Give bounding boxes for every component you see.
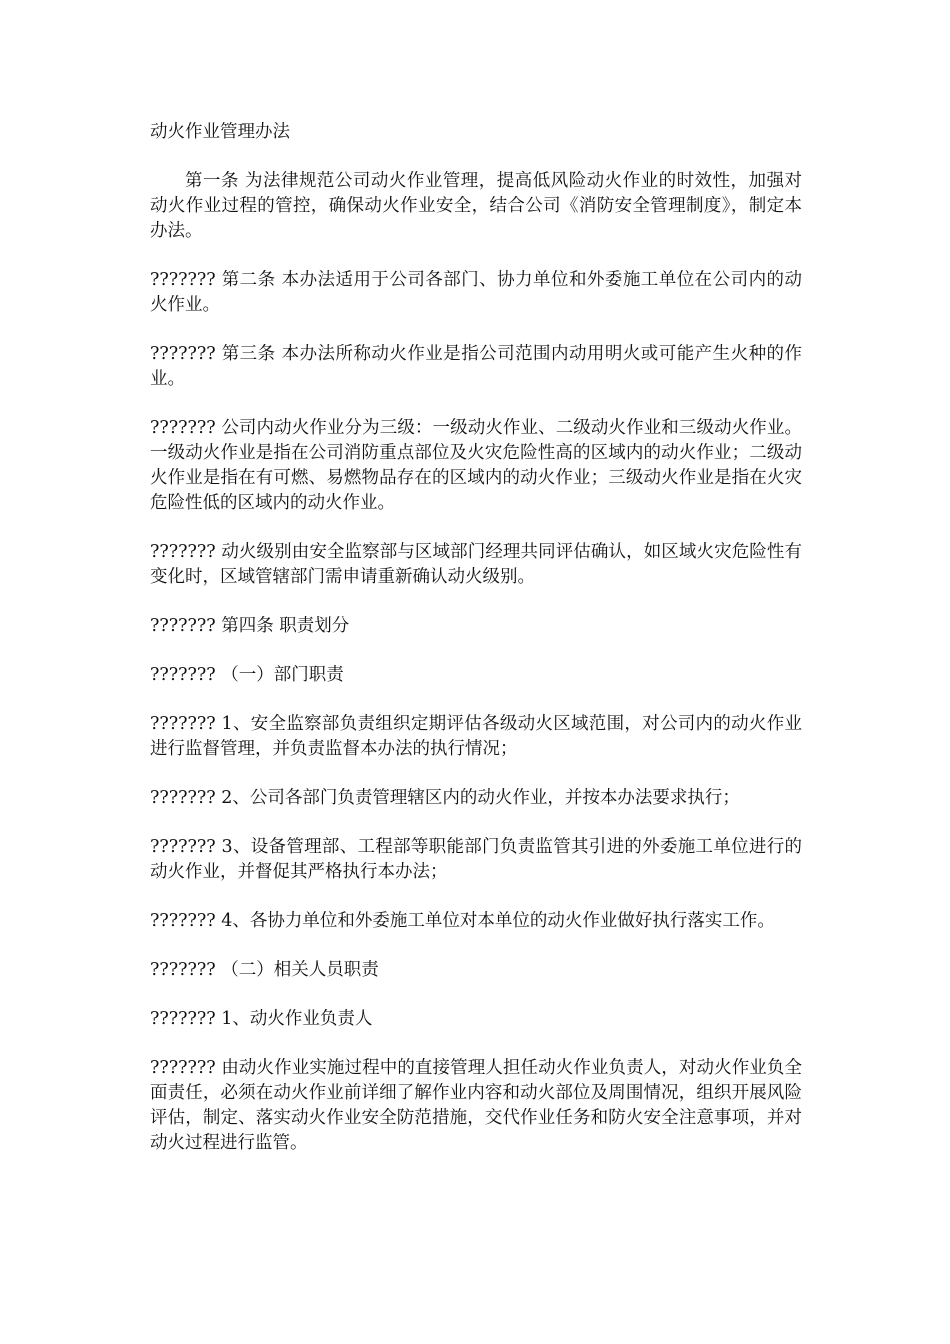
paragraph-article-3: ??????? 第三条 本办法所称动火作业是指公司范围内动用明火或可能产生火种的作业。 bbox=[150, 344, 802, 389]
paragraph-duty-3: ??????? 3、设备管理部、工程部等职能部门负责监管其引进的外委施工单位进行的动火作业，并督促其严格执行本办法； bbox=[150, 837, 802, 882]
document-title: 动火作业管理办法 bbox=[150, 122, 290, 142]
paragraph-article-1: 第一条 为法律规范公司动火作业管理，提高低风险动火作业的时效性，加强对动火作业过程的管控，确保动火作业安全，结合公司《消防安全管理制度》，制定本办法。 bbox=[150, 171, 802, 241]
document-page bbox=[150, 120, 802, 1180]
paragraph-person-in-charge-duties: ??????? 由动火作业实施过程中的直接管理人担任动火作业负责人，对动火作业负全面责任，必须在动火作业前详细了解作业内容和动火部位及周围情况，组织开展风险评估，制定、落实动火作业安全防范措施，交代作业任务和防火安全注意事项，并对动火过程进行监管。 bbox=[150, 1058, 802, 1153]
paragraph-department-duties-heading: ??????? （一）部门职责 bbox=[150, 665, 344, 685]
paragraph-level-assessment: ??????? 动火级别由安全监察部与区域部门经理共同评估确认，如区域火灾危险性有变化时，区域管辖部门需申请重新确认动火级别。 bbox=[150, 542, 802, 587]
paragraph-article-4: ??????? 第四条 职责划分 bbox=[150, 616, 350, 636]
paragraph-duty-4: ??????? 4、各协力单位和外委施工单位对本单位的动火作业做好执行落实工作。 bbox=[150, 911, 775, 931]
paragraph-person-in-charge-heading: ??????? 1、动火作业负责人 bbox=[150, 1009, 373, 1029]
paragraph-duty-2: ??????? 2、公司各部门负责管理辖区内的动火作业，并按本办法要求执行； bbox=[150, 788, 740, 808]
paragraph-duty-1: ??????? 1、安全监察部负责组织定期评估各级动火区域范围，对公司内的动火作业进行监督管理，并负责监督本办法的执行情况； bbox=[150, 714, 802, 759]
paragraph-fire-levels: ??????? 公司内动火作业分为三级：一级动火作业、二级动火作业和三级动火作业。一级动火作业是指在公司消防重点部位及火灾危险性高的区域内的动火作业；二级动火作业是指在有可燃、易燃物品存在的区域内的动火作业；三级动火作业是指在火灾危险性低的区域内的动火作业。 bbox=[150, 418, 802, 513]
paragraph-article-2: ??????? 第二条 本办法适用于公司各部门、协力单位和外委施工单位在公司内的动火作业。 bbox=[150, 270, 802, 315]
paragraph-personnel-duties-heading: ??????? （二）相关人员职责 bbox=[150, 960, 379, 980]
